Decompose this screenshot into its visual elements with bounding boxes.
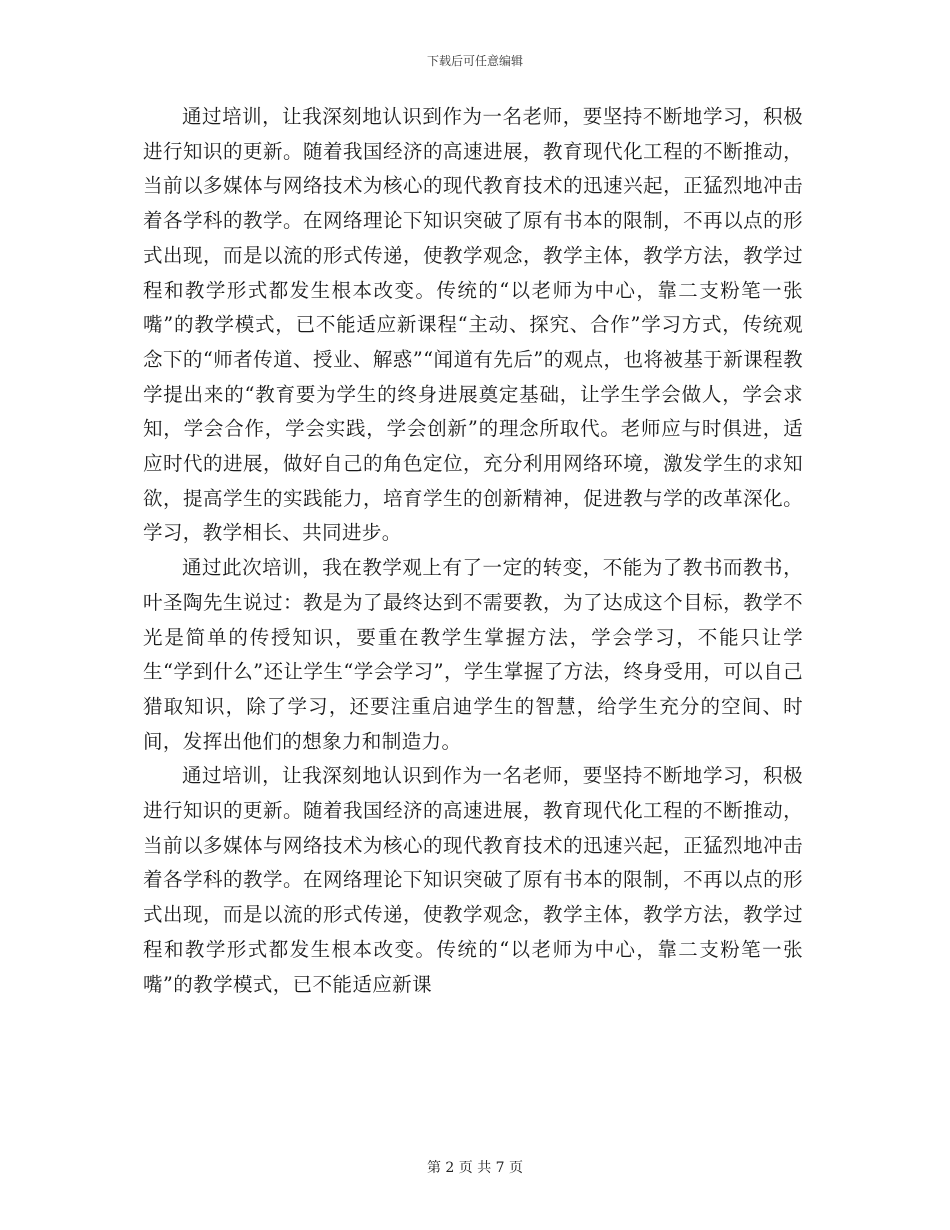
paragraph-1: 通过培训，让我深刻地认识到作为一名老师，要坚持不断地学习，积极进行知识的更新。随着我国经济的高速进展，教育现代化工程的不断推动，当前以多媒体与网络技术为核心的现代教育技术的迅速兴起，正猛烈地冲击着各学科的教学。在网络理论下知识突破了原有书本的限制，不再以点的形式出现，而是以流的形式传递，使教学观念，教学主体，教学方法，教学过程和教学形式都发生根本改变。传统的“以老师为中心，靠二支粉笔一张嘴”的教学模式，已不能适应新课程“主动、探究、合作”学习方式，传统观念下的“师者传道、授业、解惑”“闻道有先后”的观点，也将被基于新课程教学提出来的“教育要为学生的终身进展奠定基础，让学生学会做人，学会求知，学会合作，学会实践，学会创新”的理念所取代。老师应与时俱进，适应时代的进展，做好自己的角色定位，充分利用网络环境，激发学生的求知欲，提高学生的实践能力，培育学生的创新精神，促进教与学的改革深化。学习，教学相长、共同进步。 <box>143 105 803 545</box>
paragraph-2: 通过此次培训，我在教学观上有了一定的转变，不能为了教书而教书，叶圣陶先生说过：教是为了最终达到不需要教，为了达成这个目标，教学不光是简单的传授知识，要重在教学生掌握方法，学会学习，不能只让学生“学到什么”还让学生“学会学习”，学生掌握了方法，终身受用，可以自己猎取知识，除了学习，还要注重启迪学生的智慧，给学生充分的空间、时间，发挥出他们的想象力和制造力。 <box>143 556 803 753</box>
page-header-note: 下载后可任意编辑 <box>426 54 523 68</box>
paragraph-3: 通过培训，让我深刻地认识到作为一名老师，要坚持不断地学习，积极进行知识的更新。随着我国经济的高速进展，教育现代化工程的不断推动，当前以多媒体与网络技术为核心的现代教育技术的迅速兴起，正猛烈地冲击着各学科的教学。在网络理论下知识突破了原有书本的限制，不再以点的形式出现，而是以流的形式传递，使教学观念，教学主体，教学方法，教学过程和教学形式都发生根本改变。传统的“以老师为中心，靠二支粉笔一张嘴”的教学模式，已不能适应新课 <box>143 764 803 996</box>
document-body <box>143 100 803 1002</box>
page-number: 第 2 页 共 7 页 <box>426 1160 524 1176</box>
